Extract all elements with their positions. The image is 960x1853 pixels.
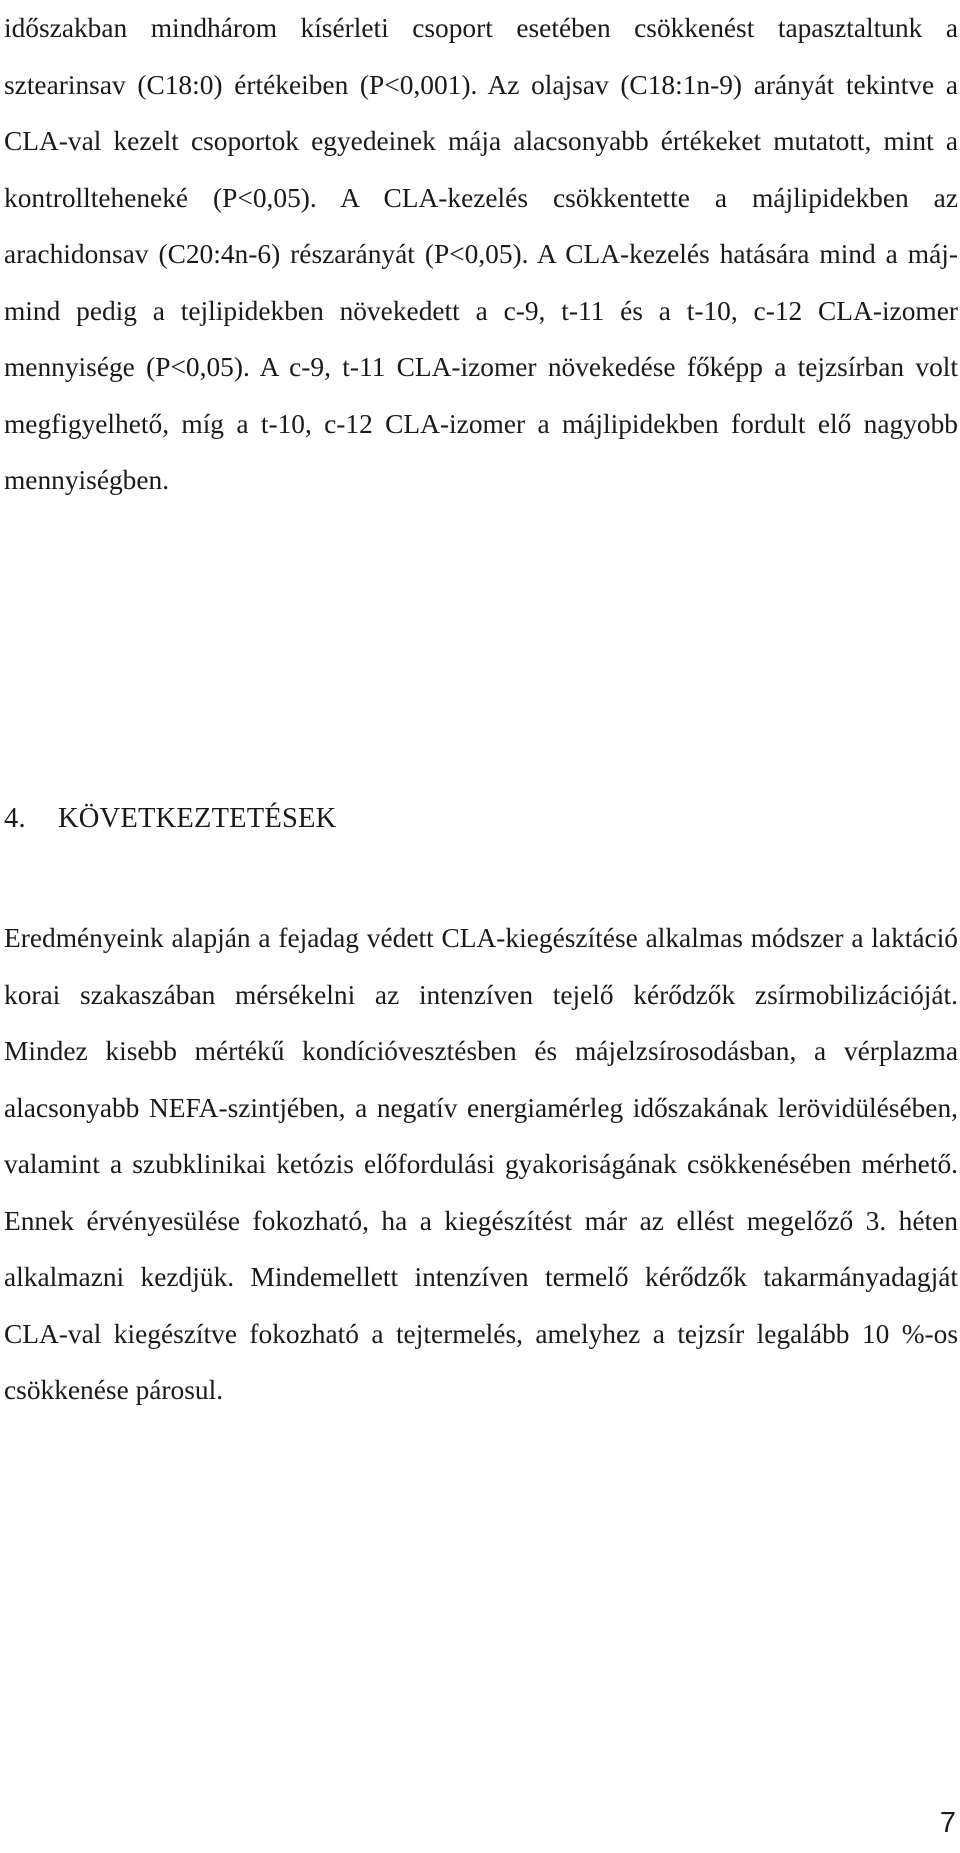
page-number: 7 (939, 1807, 956, 1839)
section-number: 4. (4, 803, 26, 834)
section-heading (4, 801, 336, 837)
section-title: KÖVETKEZTETÉSEK (58, 803, 337, 834)
results-paragraph: időszakban mindhárom kísérleti csoport esetében csökkenést tapasztaltunk a sztearinsav (C18:0) értékeiben (P<0,001). Az olajsav (C18:1n-9) arányát tekintve a CLA-val kezelt csoportok egyedeinek mája alacsonyabb értékeket mutatott, mint a kontrollteheneké (P<0,05). A CLA-kezelés csökkentette a májlipidekben az arachidonsav (C20:4n-6) részarányát (P<0,05). A CLA-kezelés hatására mind a máj- mind pedig a tejlipidekben növekedett a c-9, t-11 és a t-10, c-12 CLA-izomer mennyisége (P<0,05). A c-9, t-11 CLA-izomer növekedése főképp a tejzsírban volt megfigyelhető, míg a t-10, c-12 CLA-izomer a májlipidekben fordult elő nagyobb mennyiségben. (4, 13, 958, 495)
conclusions-paragraph: Eredményeink alapján a fejadag védett CLA-kiegészítése alkalmas módszer a laktáció korai szakaszában mérsékelni az intenzíven tejelő kérődzők zsírmobilizációját. Mindez kisebb mértékű kondícióvesztésben és májelzsírosodásban, a vérplazma alacsonyabb NEFA-szintjében, a negatív energiamérleg időszakának lerövidülésében, valamint a szubklinikai ketózis előfordulási gyakoriságának csökkenésében mérhető. Ennek érvényesülése fokozható, ha a kiegészítést már az ellést megelőző 3. héten alkalmazni kezdjük. Mindemellett intenzíven termelő kérődzők takarmányadagját CLA-val kiegészítve fokozható a tejtermelés, amelyhez a tejzsír legalább 10 %-os csökkenése párosul. (4, 923, 958, 1405)
